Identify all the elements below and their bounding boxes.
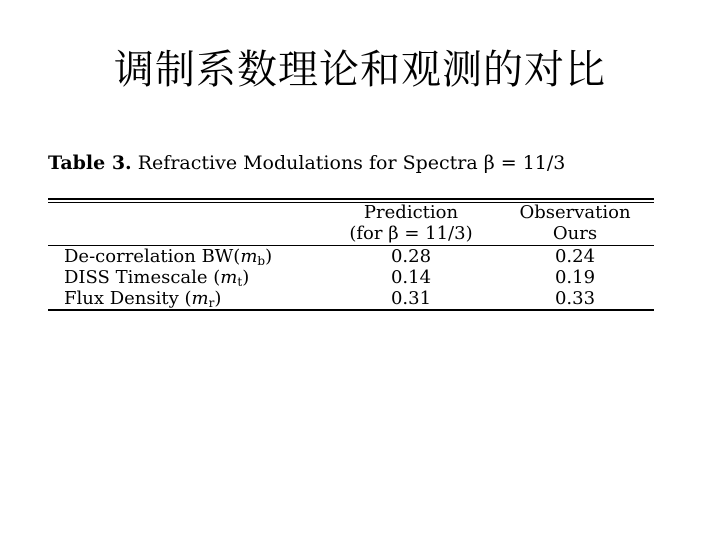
header-observation-note: Ours bbox=[552, 223, 598, 244]
header-observation: Observation bbox=[519, 202, 631, 223]
row-observation: 0.33 bbox=[554, 288, 596, 309]
table-header-row-1 bbox=[48, 203, 654, 224]
row-prediction: 0.28 bbox=[390, 246, 432, 267]
table-top-rule bbox=[48, 198, 654, 200]
header-prediction: Prediction bbox=[363, 202, 459, 223]
row-label: Flux Density $(m_r)$ bbox=[64, 288, 222, 310]
row-prediction: 0.31 bbox=[390, 288, 432, 309]
table-row bbox=[48, 267, 654, 288]
table-caption bbox=[48, 150, 654, 176]
header-blank bbox=[48, 203, 326, 224]
header-prediction-note: (for β = 11/3) bbox=[349, 223, 473, 244]
table-row bbox=[48, 246, 654, 267]
row-prediction: 0.14 bbox=[390, 267, 432, 288]
row-label: DISS Timescale $(m_t)$ bbox=[64, 267, 250, 289]
row-observation: 0.24 bbox=[554, 246, 596, 267]
table-header-row-2 bbox=[48, 224, 654, 245]
slide-title: 调制系数理论和观测的对比 bbox=[114, 47, 606, 93]
table-caption-label: Table 3. bbox=[48, 152, 132, 174]
row-observation: 0.19 bbox=[554, 267, 596, 288]
results-table bbox=[48, 150, 654, 311]
header-blank-2 bbox=[48, 224, 326, 245]
table-caption-text: Refractive Modulations for Spectra β = 11/3 bbox=[137, 152, 566, 174]
row-label: De-correlation $BW(m_b)$ bbox=[64, 246, 273, 268]
table-row bbox=[48, 288, 654, 309]
table-bottom-rule bbox=[48, 309, 654, 311]
